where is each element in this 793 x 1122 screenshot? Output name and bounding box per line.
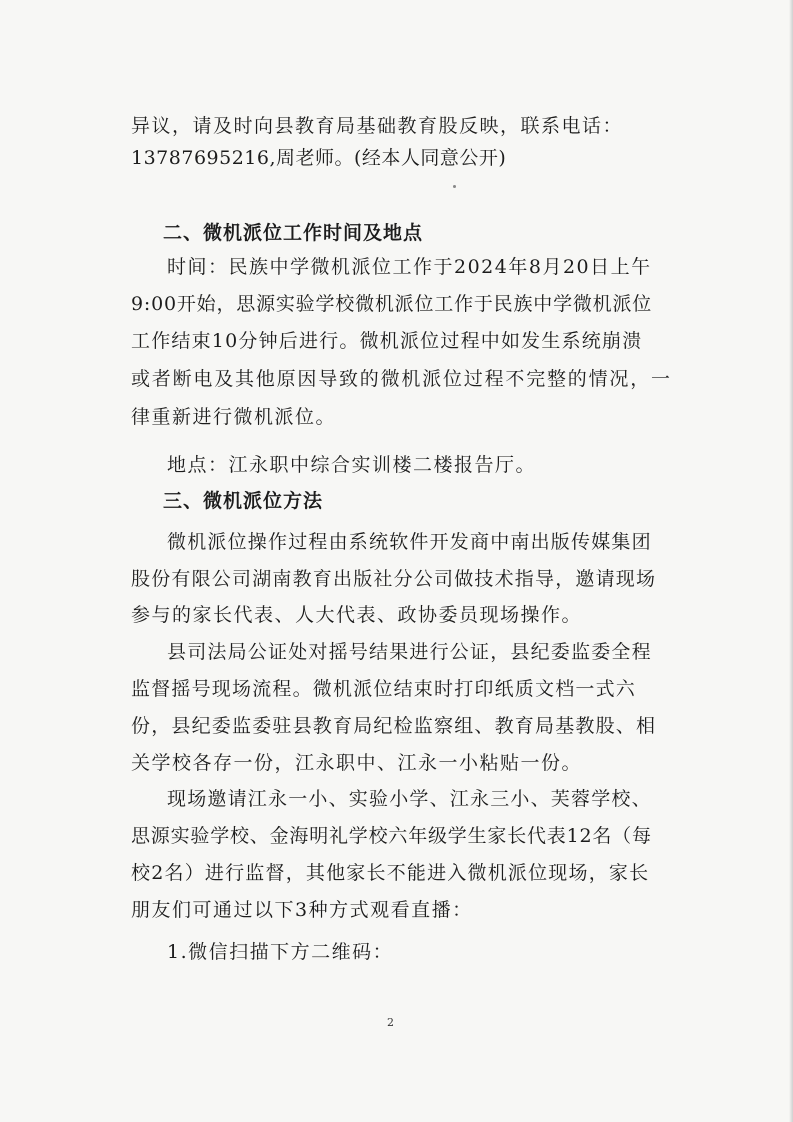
text-line-11: 微机派位操作过程由系统软件开发商中南出版传媒集团: [167, 531, 652, 553]
text-line-22: 1.微信扫描下方二维码：: [167, 941, 394, 963]
text-line-1: 异议，请及时向县教育局基础教育股反映，联系电话：: [131, 115, 624, 137]
section-heading-time-location: 二、微机派位工作时间及地点: [163, 222, 424, 244]
text-line-6: 工作结束10分钟后进行。微机派位过程中如发生系统崩溃: [131, 330, 643, 352]
text-line-13: 参与的家长代表、人大代表、政协委员现场操作。: [131, 604, 583, 626]
page-edge-shadow: [789, 0, 793, 1122]
text-line-5: 9:00开始，思源实验学校微机派位工作于民族中学微机派位: [131, 293, 653, 315]
text-line-21: 朋友们可通过以下3种方式观看直播：: [131, 899, 473, 921]
text-line-14: 县司法局公证处对摇号结果进行公证，县纪委监委全程: [167, 641, 652, 663]
text-line-18: 现场邀请江永一小、实验小学、江永三小、芙蓉学校、: [167, 788, 652, 810]
text-line-8: 律重新进行微机派位。: [131, 406, 337, 428]
text-line-16: 份，县纪委监委驻县教育局纪检监察组、教育局基教股、相: [131, 715, 657, 737]
text-line-15: 监督摇号现场流程。微机派位结束时打印纸质文档一式六: [131, 678, 637, 700]
text-line-19: 思源实验学校、金海明礼学校六年级学生家长代表12名（每: [131, 825, 652, 847]
text-line-12: 股份有限公司湖南教育出版社分公司做技术指导，邀请现场: [131, 568, 657, 590]
text-line-20: 校2名）进行监督，其他家长不能进入微机派位现场，家长: [131, 862, 650, 884]
text-line-7: 或者断电及其他原因导致的微机派位过程不完整的情况，一: [131, 368, 672, 390]
section-heading-method: 三、微机派位方法: [163, 490, 324, 512]
text-line-17: 关学校各存一份，江永职中、江永一小粘贴一份。: [131, 752, 583, 774]
text-line-2: 13787695216,周老师。(经本人同意公开): [131, 147, 507, 169]
text-line-4: 时间：民族中学微机派位工作于2024年8月20日上午: [167, 256, 652, 278]
scan-speck: [453, 185, 456, 188]
text-line-9: 地点：江永职中综合实训楼二楼报告厅。: [167, 454, 537, 476]
page-number: 2: [387, 1016, 394, 1029]
